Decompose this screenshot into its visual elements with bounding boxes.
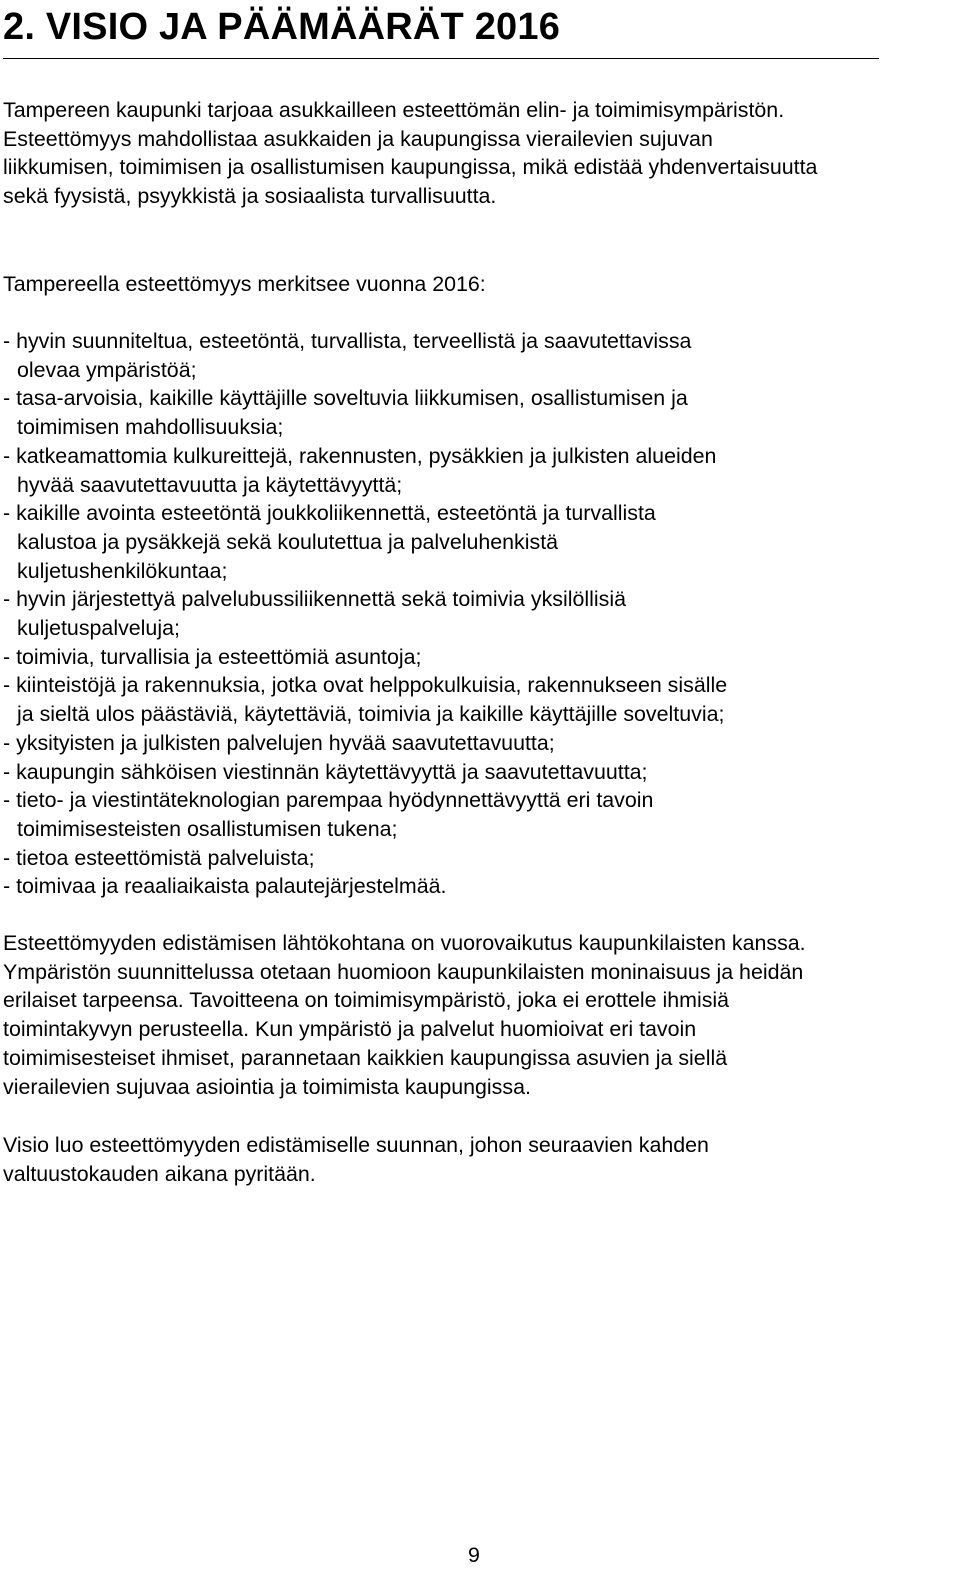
vision-paragraph <box>3 1131 709 1188</box>
list-item-continuation: toimimisen mahdollisuuksia; <box>17 415 284 440</box>
intro-line: liikkumisen, toimimisen ja osallistumisen kaupungissa, mikä edistää yhdenvertaisuutta <box>3 155 818 180</box>
intro-line: Tampereen kaupunki tarjoaa asukkailleen esteettömän elin- ja toimimisympäristön. <box>3 98 785 122</box>
list-item: - toimivaa ja reaaliaikaista palautejärjestelmää. <box>3 874 447 899</box>
list-item-continuation: hyvää saavutettavuutta ja käytettävyyttä; <box>17 472 403 497</box>
approach-line: vierailevien sujuvaa asiointia ja toimimista kaupungissa. <box>3 1074 531 1099</box>
approach-line: toimimisesteiset ihmiset, parannetaan kaikkien kaupungissa asuvien ja siellä <box>3 1045 728 1070</box>
list-item: - kaikille avointa esteetöntä joukkoliikennettä, esteetöntä ja turvallista <box>3 501 656 526</box>
list-item: - kiinteistöjä ja rakennuksia, jotka ovat helppokulkuisia, rakennukseen sisälle <box>3 673 728 698</box>
vision-line: Visio luo esteettömyyden edistämiselle suunnan, johon seuraavien kahden <box>3 1133 709 1157</box>
heading-underline <box>3 58 879 59</box>
vision-line: valtuustokauden aikana pyritään. <box>3 1161 316 1186</box>
intro-paragraph <box>3 96 817 211</box>
list-item: - tieto- ja viestintäteknologian parempaa hyödynnettävyyttä eri tavoin <box>3 788 654 813</box>
list-item: - hyvin suunniteltua, esteetöntä, turvallista, terveellistä ja saavutettavissa <box>3 329 692 353</box>
approach-line: erilaiset tarpeensa. Tavoitteena on toimimisympäristö, joka ei erottele ihmisiä <box>3 988 730 1013</box>
list-item-continuation: kuljetuspalveluja; <box>17 616 180 641</box>
approach-paragraph <box>3 929 806 1101</box>
list-item: - katkeamattomia kulkureittejä, rakennusten, pysäkkien ja julkisten alueiden <box>3 443 717 468</box>
list-item: - hyvin järjestettyä palvelubussiliikennettä sekä toimivia yksilöllisiä <box>3 587 626 612</box>
list-item: - kaupungin sähköisen viestinnän käytettävyyttä ja saavutettavuutta; <box>3 759 648 784</box>
list-lead-text: Tampereella esteettömyys merkitsee vuonna 2016: <box>3 272 486 296</box>
intro-line: sekä fyysistä, psyykkistä ja sosiaalista turvallisuutta. <box>3 184 497 209</box>
approach-line: toimintakyvyn perusteella. Kun ympäristö ja palvelut huomioivat eri tavoin <box>3 1017 697 1042</box>
list-item: - yksityisten ja julkisten palvelujen hyvää saavutettavuutta; <box>3 730 555 755</box>
list-item-continuation: toimimisesteisten osallistumisen tukena; <box>17 816 398 841</box>
approach-line: Ympäristön suunnittelussa otetaan huomioon kaupunkilaisten moninaisuus ja heidän <box>3 959 804 984</box>
list-item: - tasa-arvoisia, kaikille käyttäjille soveltuvia liikkumisen, osallistumisen ja <box>3 386 688 411</box>
page-number: 9 <box>468 1543 480 1567</box>
list-item: - toimivia, turvallisia ja esteettömiä asuntoja; <box>3 644 422 669</box>
list-item-continuation: olevaa ympäristöä; <box>17 357 197 382</box>
approach-line: Esteettömyyden edistämisen lähtökohtana on vuorovaikutus kaupunkilaisten kanssa. <box>3 931 806 955</box>
list-item-continuation: kuljetushenkilökuntaa; <box>17 558 228 583</box>
intro-line: Esteettömyys mahdollistaa asukkaiden ja kaupungissa vierailevien sujuvan <box>3 126 713 151</box>
list-item-continuation: ja sieltä ulos päästäviä, käytettäviä, toimivia ja kaikille käyttäjille soveltuvia; <box>17 702 725 727</box>
list-item: - tietoa esteettömistä palveluista; <box>3 845 315 870</box>
list-item-continuation: kalustoa ja pysäkkejä sekä koulutettua ja palveluhenkistä <box>17 529 559 554</box>
goal-list <box>3 327 727 901</box>
section-heading: 2. VISIO JA PÄÄMÄÄRÄT 2016 <box>3 6 561 48</box>
